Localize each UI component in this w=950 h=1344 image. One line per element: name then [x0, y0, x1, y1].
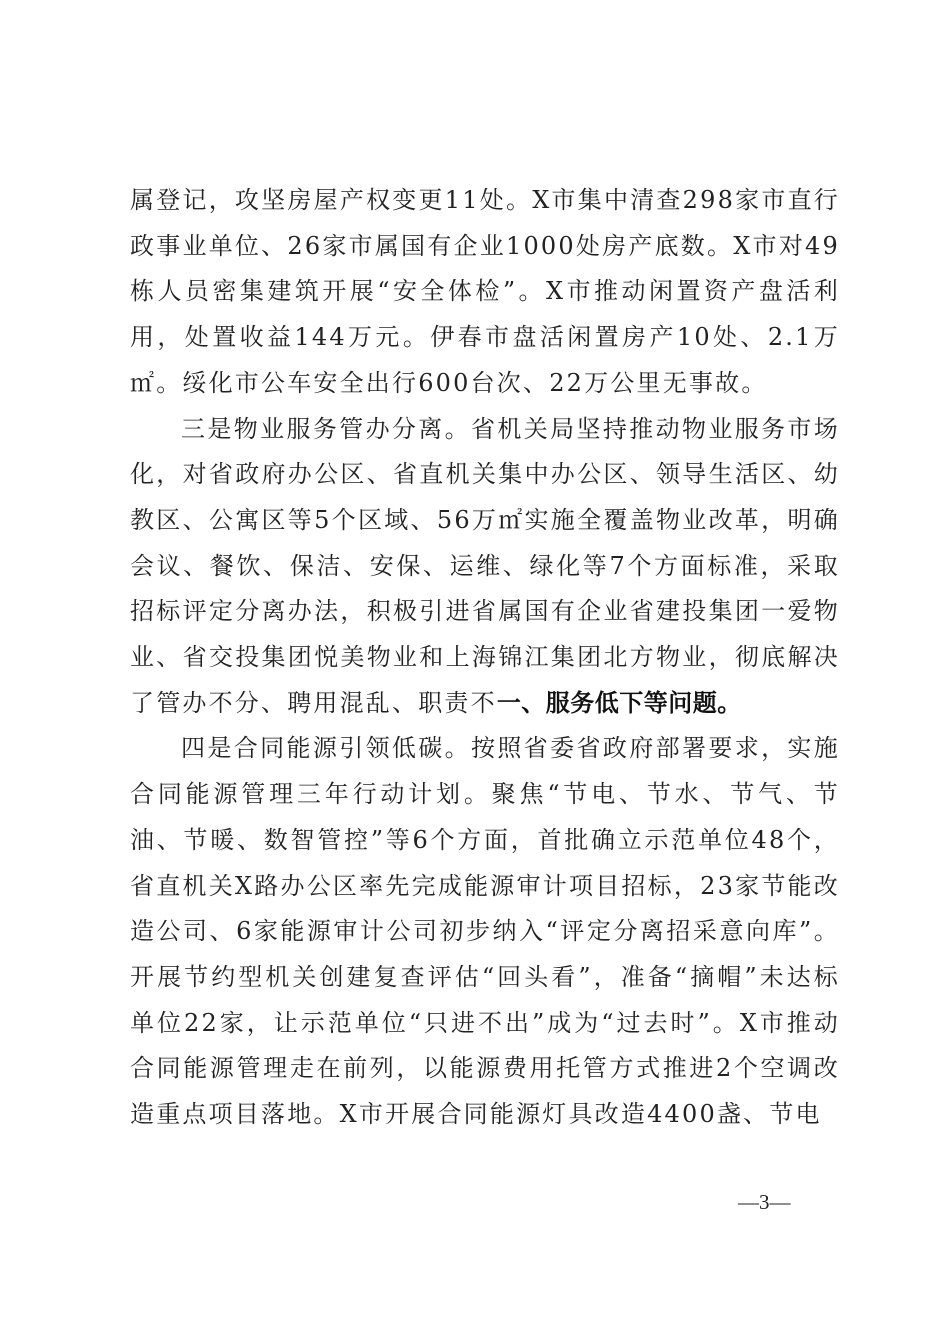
paragraph-asset-management — [130, 178, 840, 407]
paragraph-bold-tail: 一、服务低下等问题。 — [496, 688, 742, 717]
paragraph-text: 四是合同能源引领低碳。按照省委省政府部署要求，实施合同能源管理三年行动计划。聚焦“节电、节水、节气、节油、节暖、数智管控”等6个方面，首批确立示范单位48个，省直机关X路办公区率先完成能源审计项目招标，23家节能改造公司、6家能源审计公司初步纳入“评定分离招采意向库”。开展节约型机关创建复查评估“回头看”，准备“摘帽”未达标单位22家，让示范单位“只进不出”成为“过去时”。X市推动合同能源管理走在前列，以能源费用托管方式推进2个空调改造重点项目落地。X市开展合同能源灯具改造4400盏、节电 — [130, 734, 840, 1129]
paragraph-contract-energy — [130, 726, 840, 1137]
paragraph-text: 三是物业服务管办分离。省机关局坚持推动物业服务市场化，对省政府办公区、省直机关集中办公区、领导生活区、幼教区、公寓区等5个区域、56万㎡实施全覆盖物业改革，明确会议、餐饮、保洁、安保、运维、绿化等7个方面标准，采取招标评定分离办法，积极引进省属国有企业省建投集团一爱物业、省交投集团悦美物业和上海锦江集团北方物业，彻底解决了管办不分、聘用混乱、职责不 — [130, 414, 840, 717]
document-body — [130, 178, 840, 1138]
page-number: —3— — [738, 1190, 791, 1214]
paragraph-property-service — [130, 407, 840, 727]
paragraph-text: 属登记，攻坚房屋产权变更11处。X市集中清查298家市直行政事业单位、26家市属国有企业1000处房产底数。X市对49栋人员密集建筑开展“安全体检”。X市推动闲置资产盘活利用，处置收益144万元。伊春市盘活闲置房产10处、2.1万㎡。绥化市公车安全出行600台次、22万公里无事故。 — [130, 186, 840, 397]
